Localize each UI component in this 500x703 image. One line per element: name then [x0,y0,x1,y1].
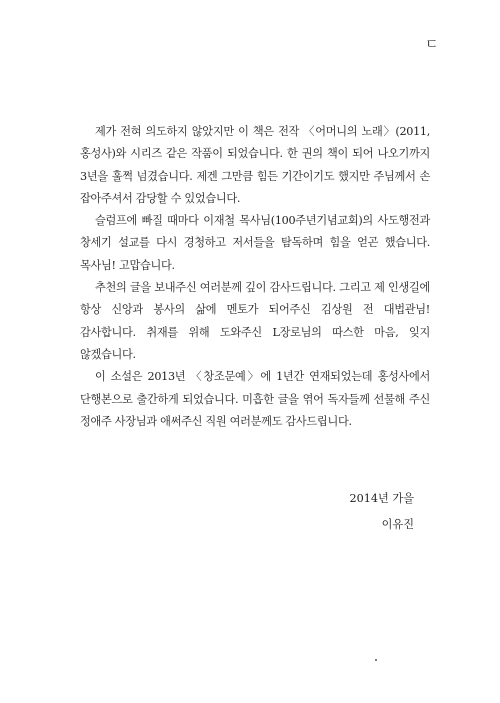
page-mark: ㄷ [425,37,439,53]
paragraph: 추천의 글을 보내주신 여러분께 깊이 감사드립니다. 그리고 제 인생길에 항상 신앙과 봉사의 삶에 멘토가 되어주신 김상원 전 대법관님! 감사합니다. 취재를 위해 도와주신 L장로님의 따스한 마음, 잊지 않겠습니다. [80,281,430,361]
signature-date: 2014년 가을 [349,492,414,505]
signature-block [350,486,414,538]
paragraph: 제가 전혀 의도하지 않았지만 이 책은 전작 〈어머니의 노래〉(2011, 홍성사)와 시리즈 같은 작품이 되었습니다. 한 권의 책이 되어 나오기까지 3년을 훌쩍 넘겼습니다. 제겐 그만큼 힘든 기간이기도 했지만 주님께서 손 잡아주셔서 감당할 수 있었습니다. [80,125,430,205]
paragraph: 슬럼프에 빠질 때마다 이재철 목사님(100주년기념교회)의 사도행전과 창세기 설교를 다시 경청하고 저서들을 탐독하며 힘을 얻곤 했습니다. 목사님! 고맙습니다. [80,214,430,272]
body-text [80,121,430,433]
paragraph: 이 소설은 2013년 〈창조문예〉에 1년간 연재되었는데 홍성사에서 단행본으로 출간하게 되었습니다. 미흡한 글을 엮어 독자들께 선물해 주신 정애주 사장님과 애써주신 직원 여러분께도 감사드립니다. [80,370,430,428]
scan-speck [375,659,377,661]
signature-author: 이유진 [381,518,414,531]
